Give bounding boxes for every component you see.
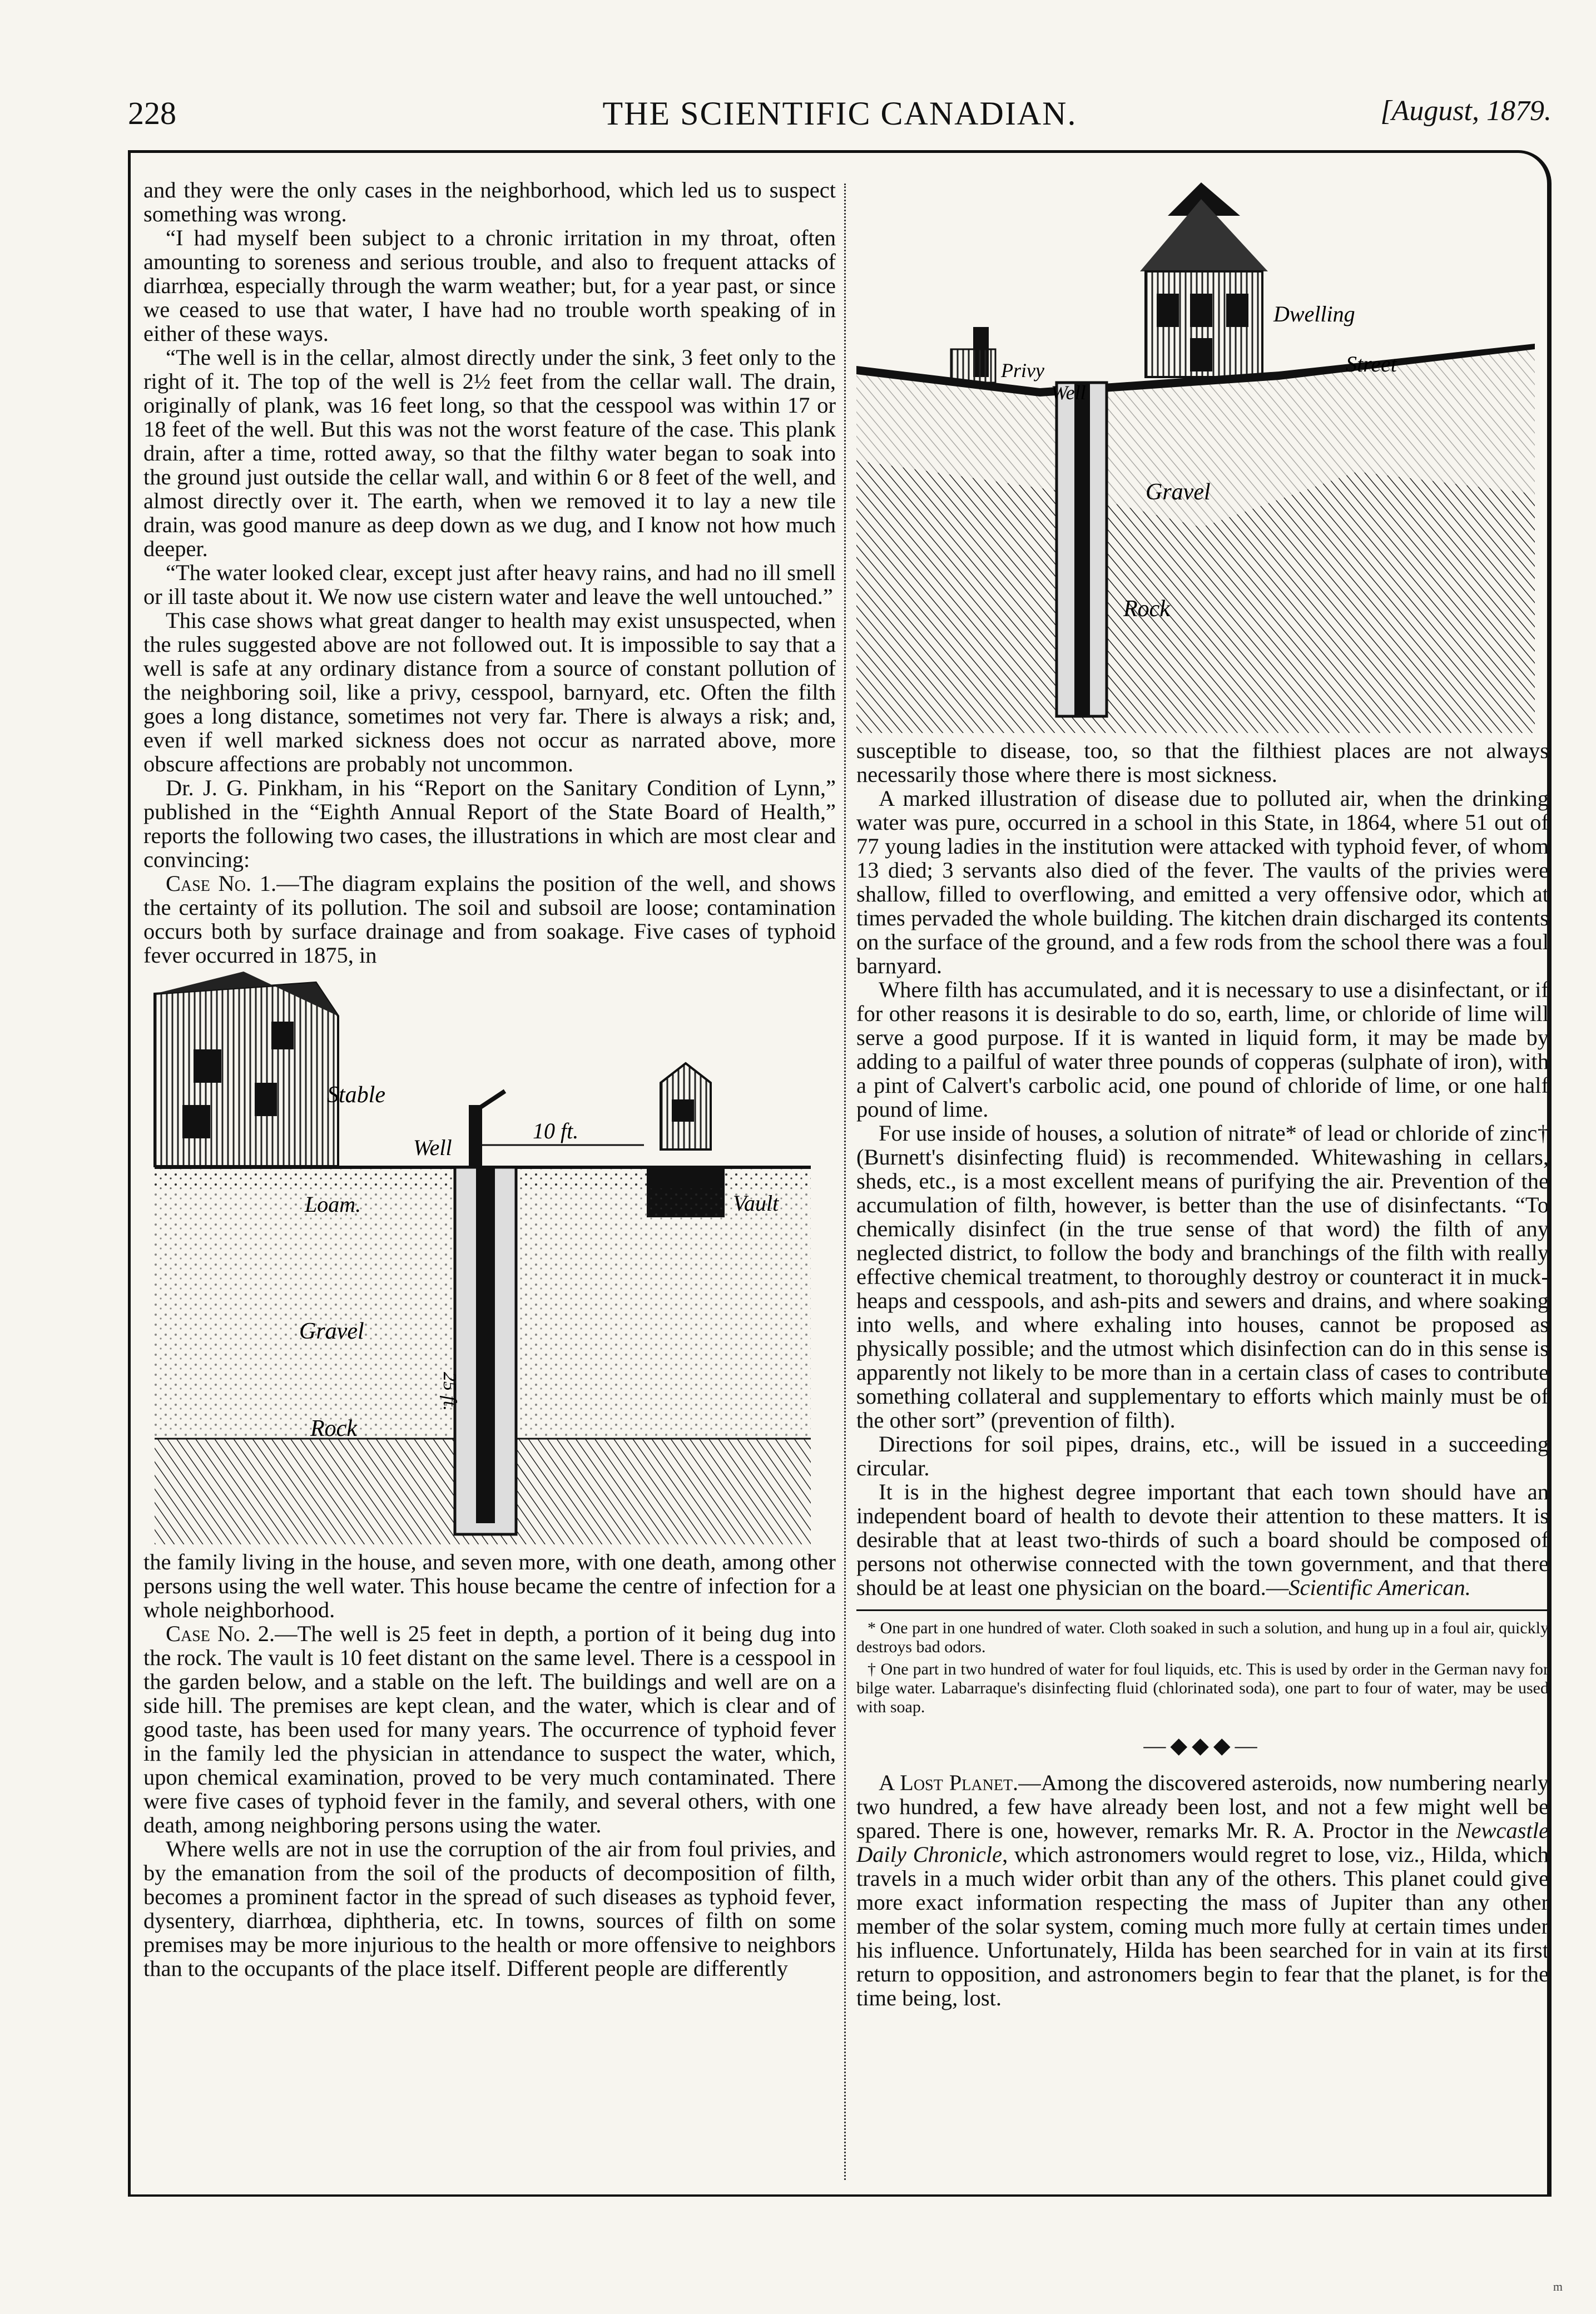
section-divider: —◆◆◆— — [1143, 1733, 1262, 1758]
page-number: 228 — [128, 95, 176, 131]
case-1-label: Case No. 1. — [166, 871, 277, 896]
paragraph: and they were the only cases in the neighborhood, which led us to suspect something was wrong. — [143, 177, 836, 226]
lost-planet-source: Newcastle Daily Chronicle — [856, 1818, 1549, 1867]
journal-title: THE SCIENTIFIC CANADIAN. — [602, 95, 1077, 132]
privy-building — [951, 327, 995, 383]
stable-building — [155, 972, 338, 1166]
figure-case-2-diagram — [856, 182, 1540, 733]
right-column — [856, 178, 1549, 2010]
paragraph: “The water looked clear, except just after heavy rains, and had no ill smell or ill taste about it. We now use cistern water and leave the well untouched.” — [143, 560, 836, 609]
label-well: Well — [1051, 381, 1086, 404]
vault-privy-building — [661, 1063, 711, 1149]
case-2-text: —The well is 25 feet in depth, a portion of it being dug into the rock. The vault is 10 feet distant on the same level. There is a cesspool in the garden below, and a stable on the left. The buildings and well are on a side hill. The premises are kept clean, and the water, which is clear and of good taste, has been used for many years. The occurrence of typhoid fever in the family led the physician in attendance to suspect the water, which, upon chemical examination, proved to be very much contaminated. There were five cases of typhoid fever in the family, and several others, with one death, among neighboring persons using the water. — [143, 1621, 836, 1837]
paragraph: A marked illustration of disease due to polluted air, when the drinking water was pure, occurred in a school in this State, in 1864, where 51 out of 77 young ladies in the institution were attacked with typhoid fever, of whom 13 died; 3 servants also died of the fever. The vaults of the privies were shallow, filled to overflowing, and emitted a very offensive odor, which at times pervaded the whole building. The kitchen drain discharged its contents on the surface of the ground, and a few rods from the school there was a foul barnyard. — [856, 786, 1549, 978]
page-header — [128, 95, 1552, 145]
label-privy: Privy — [1001, 359, 1044, 381]
footnotes — [856, 1609, 1549, 1717]
label-loam: Loam. — [305, 1192, 361, 1217]
paragraph: For use inside of houses, a solution of nitrate* of lead or chloride of zinc† (Burnett's disinfecting fluid) is recommended. Whitewashing in cellars, sheds, etc., is a most excellent means of purifying the air. Prevention of the accumulation of filth, however, is better than the use of disinfectants. “To chemically disinfect (in the true sense of that word) the filth of any neglected district, to follow the body and branchings of the filth with really effective chemical treatment, to thoroughly destroy or counteract it in muck-heaps and cesspools, and ash-pits and sewers and drains, and where soaking into wells, and where exhaling into houses, cannot be proposed as physically possible; and the utmost which disinfection can do in this sense is apparently not likely to be more than in a certain class of cases to contribute something collateral and supplementary to efforts which mainly must be of the other sort” (prevention of filth). — [856, 1121, 1549, 1433]
paragraph: “I had myself been subject to a chronic irritation in my throat, often amounting to soreness and serious trouble, and also to frequent attacks of diarrhœa, especially through the warm weather; but, for a year past, or since we ceased to use that water, I have had no trouble worth speaking of in either of these ways. — [143, 225, 836, 346]
label-distance: 10 ft. — [533, 1118, 579, 1143]
footnote-1: * One part in one hundred of water. Cloth soaked in such a solution, and hung up in a foul air, quickly destroys bad odors. — [856, 1619, 1549, 1656]
figure-case-1-diagram — [143, 972, 822, 1544]
case-1-paragraph — [143, 871, 836, 967]
board-of-health-text: It is in the highest degree important that each town should have an independent board of health to devote their attention to these matters. It is desirable that at least two-thirds of such a board should be composed of persons not otherwise connected with the town government, and that there should be at least one physician on the board.— — [856, 1479, 1549, 1600]
label-well: Well — [413, 1135, 452, 1160]
label-gravel: Gravel — [1146, 479, 1211, 505]
source-citation: Scientific American. — [1288, 1575, 1471, 1600]
dwelling-building — [1140, 182, 1268, 377]
lost-planet-article — [856, 1771, 1549, 2010]
footnote-2: † One part in two hundred of water for foul liquids, etc. This is used by order in the German navy for bilge water. Labarraque's disinfecting fluid (chlorinated soda), one part to four of water, may be used with soap. — [856, 1660, 1549, 1716]
paragraph — [856, 1480, 1549, 1599]
label-rock: Rock — [310, 1416, 357, 1441]
label-street: Street — [1346, 351, 1397, 376]
label-stable: Stable — [327, 1082, 385, 1108]
column-divider — [844, 184, 846, 2180]
label-dwelling: Dwelling — [1273, 301, 1355, 326]
paragraph: Dr. J. G. Pinkham, in his “Report on the Sanitary Condition of Lynn,” published in the “Eighth Annual Report of the State Board of Health,” reports the following two cases, the illustrations in which are most clear and convincing: — [143, 775, 836, 872]
well-shaft — [455, 1167, 516, 1534]
well-pump — [469, 1091, 505, 1172]
paragraph: Directions for soil pipes, drains, etc., will be issued in a succeeding circular. — [856, 1431, 1549, 1480]
label-depth: 25 ft. — [439, 1372, 460, 1411]
label-vault: Vault — [733, 1191, 779, 1216]
left-column — [143, 178, 836, 1980]
case-1-text: —The diagram explains the position of the well, and shows the certainty of its pollution. The soil and subsoil are loose; contamination occurs both by surface drainage and from soakage. Five cases of typhoid fever occurred in 1875, in — [143, 871, 836, 968]
case-2-paragraph — [143, 1622, 836, 1837]
paragraph: “The well is in the cellar, almost directly under the sink, 3 feet only to the right of it. The top of the well is 2½ feet from the cellar wall. The drain, originally of plank, was 16 feet long, so that the cesspool was within 17 or 18 feet of the well. But this was not the worst feature of the case. This plank drain, after a time, rotted away, so that the filthy water began to soak into the ground just outside the cellar wall, and within 6 or 8 feet of the well, and almost directly over it. The earth, when we removed it to lay a new tile drain, was good manure as deep down as we dug, and I know not how much deeper. — [143, 345, 836, 561]
paragraph: Where wells are not in use the corruption of the air from foul privies, and by the emanation from the soil of the products of decomposition of filth, becomes a prominent factor in the spread of such diseases as typhoid fever, dysentery, diarrhœa, diphtheria, etc. In towns, sources of filth on some premises may be more injurious to the health or more offensive to neighbors than to the occupants of the place itself. Different people are differently — [143, 1836, 836, 1981]
paragraph: Where filth has accumulated, and it is necessary to use a disinfectant, or if for other reasons it is desirable to do so, earth, lime, or chloride of lime will serve a good purpose. If it is wanted in liquid form, it may be made by adding to a pailful of water three pounds of copperas (sulphate of iron), with a pint of Calvert's carbolic acid, one pound of chloride of lime, or one half pound of lime. — [856, 977, 1549, 1122]
issue-date: [August, 1879. — [1380, 95, 1552, 127]
lost-planet-text-a: —Among the discovered asteroids, now numbering nearly two hundred, a few have already been lost, and not a few might well be spared. There is one, however, remarks Mr. R. A. Proctor in the — [856, 1770, 1549, 1843]
label-rock: Rock — [1123, 596, 1170, 622]
lost-planet-label: A Lost Planet. — [879, 1770, 1019, 1795]
corner-mark: m — [1553, 2280, 1563, 2293]
well-shaft — [1057, 383, 1107, 716]
paragraph: susceptible to disease, too, so that the filthiest places are not always necessarily those where there is most sickness. — [856, 738, 1549, 787]
lost-planet-text-b: , which astronomers would regret to lose, viz., Hilda, which travels in a much wider orbit than any of the others. This planet could give more exact information respecting the mass of Jupiter than any other member of the solar system, coming much more fully at certain times under his influence. Unfortunately, Hilda has been searched for in vain at its first return to opposition, and astronomers begin to fear that the planet, is for the time being, lost. — [856, 1842, 1549, 2010]
paragraph: This case shows what great danger to health may exist unsuspected, when the rules suggested above are not followed out. It is impossible to say that a well is safe at any ordinary distance from a source of constant pollution of the neighboring soil, like a privy, cesspool, barnyard, etc. Often the filth goes a long distance, sometimes not very far. There is always a risk; and, even if well marked sickness does not occur as narrated above, more obscure affections are probably not uncommon. — [143, 608, 836, 776]
label-gravel: Gravel — [299, 1319, 364, 1344]
paragraph: the family living in the house, and seven more, with one death, among other persons using the well water. This house became the centre of infection for a whole neighborhood. — [143, 1549, 836, 1622]
case-2-label: Case No. 2. — [166, 1621, 275, 1646]
